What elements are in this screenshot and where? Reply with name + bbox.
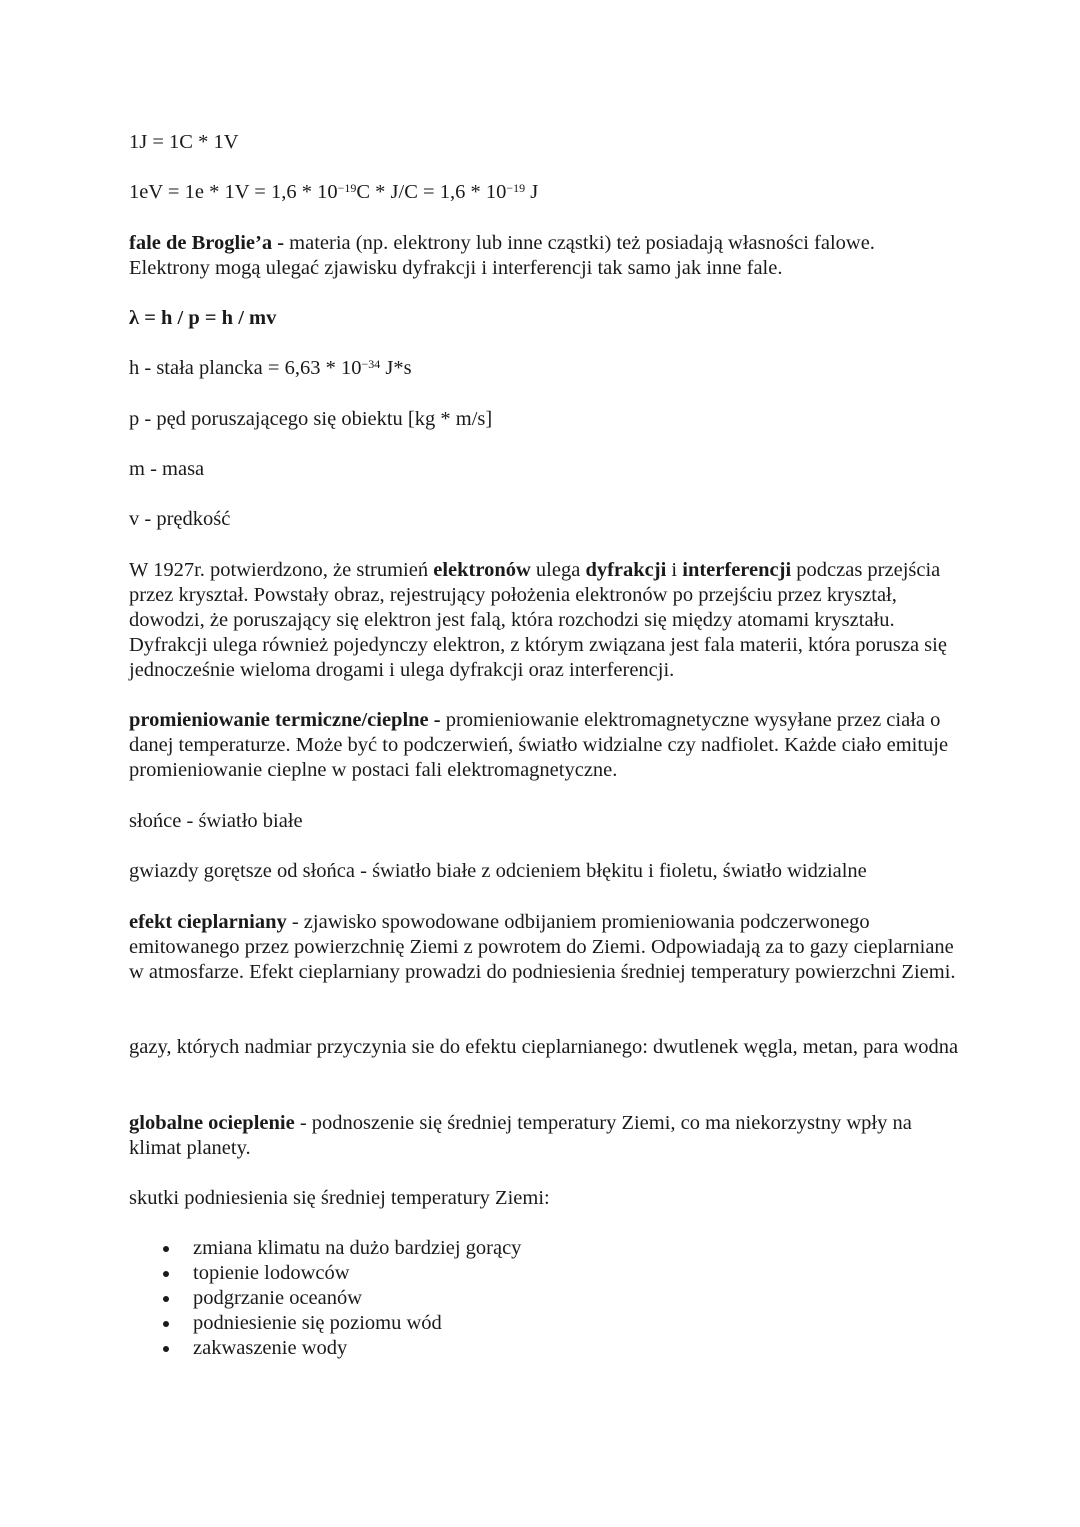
experiment-paragraph xyxy=(129,558,959,683)
list-item: zmiana klimatu na dużo bardziej gorący xyxy=(129,1236,521,1261)
de-broglie-paragraph xyxy=(129,231,959,281)
thermal-radiation-definition: promieniowanie elektromagnetyczne wysyłane przez ciała o danej temperaturze. Może być to podczerwień, światło widzialne czy nadfiolet. Każde ciało emituje promieniowanie cieplne w postaci fali elektromagnetyczne. xyxy=(129,709,949,781)
de-broglie-definition-2: Elektrony mogą ulegać zjawisku dyfrakcji i interferencji tak samo jak inne fale. xyxy=(129,257,783,279)
list-item: podgrzanie oceanów xyxy=(129,1286,521,1311)
symbol-h-part-1: h - stała plancka = 6,63 * 10 xyxy=(129,357,362,379)
electronvolt-formula xyxy=(129,180,959,205)
greenhouse-definition: - zjawisko spowodowane odbijaniem promieniowania podczerwonego emitowanego przez powierzchnię Ziemi z powrotem do Ziemi. Odpowiadają za to gazy cieplarniane w atmosfarze. Efekt cieplarniany prowadzi do podniesienia średniej temperatury powierzchni Ziemi. xyxy=(129,911,956,983)
lambda-formula-text: λ = h / p = h / mv xyxy=(129,307,277,329)
experiment-bold-diffraction: dyfrakcji xyxy=(585,559,667,581)
joule-formula: 1J = 1C * 1V xyxy=(129,131,239,153)
ev-part-1: 1eV = 1e * 1V = 1,6 * 10 xyxy=(129,181,338,203)
ev-exponent-1: −19 xyxy=(337,181,357,195)
effects-list xyxy=(129,1236,521,1361)
symbol-h-exponent: −34 xyxy=(361,357,381,371)
symbol-v: v - prędkość xyxy=(129,508,231,530)
list-item: topienie lodowców xyxy=(129,1261,521,1286)
hot-stars-line: gwiazdy gorętsze od słońca - światło białe z odcieniem błękitu i fioletu, światło widzialne xyxy=(129,860,867,882)
de-broglie-term: fale de Broglie’a - xyxy=(129,232,285,254)
global-warming-definition: - podnoszenie się średniej temperatury Ziemi, co ma niekorzystny wpły na klimat planety. xyxy=(129,1112,912,1159)
list-item: podniesienie się poziomu wód xyxy=(129,1311,521,1336)
experiment-bold-interference: interferencji xyxy=(682,559,792,581)
symbol-h-part-2: J*s xyxy=(380,357,412,379)
greenhouse-term: efekt cieplarniany xyxy=(129,911,287,933)
greenhouse-gases-paragraph: gazy, których nadmiar przyczynia sie do efektu cieplarnianego: dwutlenek węgla, metan, para wodna xyxy=(129,1036,959,1058)
global-warming-term: globalne ocieplenie xyxy=(129,1112,295,1134)
thermal-radiation-paragraph xyxy=(129,708,959,783)
global-warming-paragraph xyxy=(129,1111,959,1161)
experiment-text-3: i xyxy=(666,559,683,581)
effects-heading: skutki podniesienia się średniej temperatury Ziemi: xyxy=(129,1187,550,1209)
ev-exponent-2: −19 xyxy=(506,181,526,195)
ev-part-2: C * J/C = 1,6 * 10 xyxy=(356,181,507,203)
symbol-h xyxy=(129,356,959,381)
symbol-p: p - pęd poruszającego się obiektu [kg * m/s] xyxy=(129,408,493,430)
greenhouse-paragraph xyxy=(129,910,959,985)
sun-line: słońce - światło białe xyxy=(129,810,303,832)
lambda-formula xyxy=(129,306,959,331)
experiment-text-2: ulega xyxy=(530,559,586,581)
ev-part-3: J xyxy=(525,181,539,203)
thermal-radiation-term: promieniowanie termiczne/cieplne - xyxy=(129,709,441,731)
experiment-text-4: podczas przejścia przez kryształ. Powstały obraz, rejestrujący położenia elektronów po przejściu przez kryształ, dowodzi, że poruszający się elektron jest falą, która rozchodzi się między atomami kryształu. Dyfrakcji ulega również pojedynczy elektron, z którym związana jest fala materii, która porusza się jednocześnie wieloma drogami i ulega dyfrakcji oraz interferencji. xyxy=(129,559,947,681)
experiment-bold-electrons: elektronów xyxy=(433,559,531,581)
list-item: zakwaszenie wody xyxy=(129,1336,521,1361)
symbol-m: m - masa xyxy=(129,458,205,480)
de-broglie-definition-1: materia (np. elektrony lub inne cząstki) też posiadają własności falowe. xyxy=(284,232,875,254)
experiment-text-1: W 1927r. potwierdzono, że strumień xyxy=(129,559,434,581)
